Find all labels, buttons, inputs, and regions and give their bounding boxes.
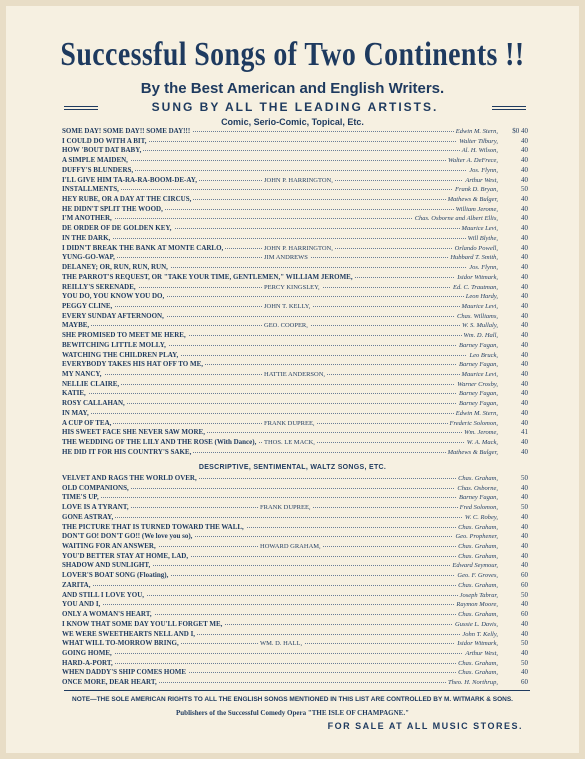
dot-leader [62, 393, 480, 394]
composer: Fred Solomon, [459, 504, 498, 512]
list-item [62, 341, 528, 351]
dot-leader [62, 384, 480, 385]
composer: Barney Fagan, [459, 341, 498, 349]
list-item [62, 649, 528, 659]
list-item [62, 503, 528, 513]
price: 40 [521, 447, 528, 456]
composer: Edwin M. Stern, [455, 128, 498, 135]
song-title: HARD-A-PORT, [62, 658, 113, 667]
composer: Gussie L. Davis, [455, 620, 498, 628]
price: 40 [521, 648, 528, 657]
dot-leader [62, 413, 480, 414]
price: 50 [521, 658, 528, 667]
composer: Chas. Graham, [458, 659, 498, 667]
composer: Wm. D. Hall, [463, 332, 498, 340]
banner-rule-left [64, 106, 98, 110]
price: 40 [521, 512, 528, 521]
song-title: GONE ASTRAY, [62, 512, 114, 521]
composer: Orlando Powell, [454, 244, 498, 252]
price: 40 [521, 263, 528, 272]
list-item [62, 591, 528, 601]
lyricist: JOHN P. HARRINGTON, [264, 176, 333, 184]
composer: Isidor Witmark, [457, 640, 498, 648]
list-item [62, 127, 528, 137]
song-title: BEWITCHING LITTLE MOLLY, [62, 340, 166, 349]
song-title: WHAT WILL TO-MORROW BRING, [62, 639, 179, 648]
list-item [62, 370, 528, 380]
composer: Arthur West, [465, 649, 498, 657]
song-title: LOVER'S BOAT SONG (Floating), [62, 571, 169, 580]
composer: Maurice Levi, [461, 302, 498, 310]
for-sale-line: FOR SALE AT ALL MUSIC STORES. [327, 721, 523, 731]
price: 40 [521, 340, 528, 349]
song-title: IN THE DARK, [62, 233, 111, 242]
list-item [62, 146, 528, 156]
price: 40 [521, 253, 528, 262]
song-title: THE WEDDING OF THE LILY AND THE ROSE (With Dance), [62, 438, 257, 446]
composer: Barney Fagan, [459, 361, 498, 369]
composer: Frederic Solomon, [449, 419, 498, 427]
song-title: MAYBE, [62, 321, 90, 330]
song-title: EVERY SUNDAY AFTERNOON, [62, 311, 164, 320]
list-item [62, 484, 528, 494]
price: 40 [521, 195, 528, 204]
list-item [62, 542, 528, 552]
list-item [62, 428, 528, 438]
composer: Will Blythe, [467, 234, 498, 242]
price: 41 [521, 428, 528, 437]
lyricist: JIM ANDREWS [264, 254, 308, 262]
section-heading: DESCRIPTIVE, SENTIMENTAL, WALTZ SONGS, ETC. [198, 464, 387, 471]
list-item [62, 263, 528, 273]
price: 60 [521, 580, 528, 589]
song-title: YOU DO, YOU KNOW YOU DO, [62, 292, 165, 301]
composer: Chas. Graham, [458, 611, 498, 619]
list-item [62, 630, 528, 640]
list-item [62, 399, 528, 409]
composer: Isidor Witmark, [457, 273, 498, 281]
price: 40 [521, 292, 528, 301]
price: 40 [521, 243, 528, 252]
list-item [62, 302, 528, 312]
composer: Chas. Graham, [458, 475, 498, 482]
song-title: I KNOW THAT SOME DAY YOU'LL FORGET ME, [62, 619, 223, 628]
banner-rule-right [492, 106, 526, 110]
price: $0 40 [512, 127, 528, 135]
rights-note: NOTE—THE SOLE AMERICAN RIGHTS TO ALL THE ENGLISH SONGS MENTIONED IN THIS LIST ARE CONTROLLED BY M. WITMARK & SONS. [72, 696, 513, 703]
song-title: WHEN DADDY'S SHIP COMES HOME [62, 668, 187, 677]
price: 50 [521, 185, 528, 194]
song-title: OLD COMPANIONS, [62, 483, 129, 492]
price: 50 [521, 590, 528, 599]
list-item [62, 331, 528, 341]
list-item [62, 523, 528, 533]
lyricist: JOHN T. KELLY, [264, 302, 311, 310]
price: 40 [521, 542, 528, 551]
price: 40 [521, 379, 528, 388]
composer: Mathews & Bulger, [447, 196, 498, 204]
song-list-page [6, 6, 579, 753]
price: 40 [521, 408, 528, 417]
song-title: DON'T GO! DON'T GO!! (We love you so), [62, 532, 193, 541]
category-line: Comic, Serio-Comic, Topical, Etc. [221, 117, 364, 127]
list-item [62, 620, 528, 630]
price: 40 [521, 600, 528, 609]
list-item [62, 389, 528, 399]
lyricist: JOHN P. HARRINGTON, [264, 244, 333, 252]
list-item [62, 214, 528, 224]
composer: W. S. Mullaly, [461, 322, 498, 330]
list-item [62, 678, 528, 688]
price: 40 [521, 350, 528, 359]
song-title: ZARITA, [62, 580, 91, 589]
list-item [62, 513, 528, 523]
lyricist: FRANK DUPREE, [260, 504, 311, 512]
song-title: I'M ANOTHER, [62, 214, 112, 223]
price: 40 [521, 668, 528, 677]
list-item [62, 195, 528, 205]
price: 40 [521, 311, 528, 320]
composer: Joseph Tabrar, [459, 591, 498, 599]
composer: Leo Bruck, [469, 351, 498, 359]
composer: Chas. Williams, [457, 312, 498, 320]
price: 40 [521, 389, 528, 398]
list-item [62, 312, 528, 322]
list-item [62, 234, 528, 244]
song-title: HIS SWEET FACE SHE NEVER SAW MORE, [62, 428, 205, 437]
song-title: YOU AND I, [62, 600, 101, 609]
list-item [62, 137, 528, 147]
composer: Barney Fagan, [459, 390, 498, 398]
dot-leader [62, 653, 480, 654]
song-title: SOME DAY! SOME DAY!! SOME DAY!!! [62, 127, 191, 135]
price: 40 [521, 551, 528, 560]
price: 40 [521, 418, 528, 427]
comic-song-list [62, 127, 528, 457]
composer: Chas. Osborne, [457, 484, 498, 492]
song-title: THE PARROT'S REQUEST, OR "TAKE YOUR TIME, GENTLEMEN," WILLIAM JEROME, [62, 272, 353, 281]
song-title: AND STILL I LOVE YOU, [62, 590, 145, 599]
price: 60 [521, 571, 528, 580]
composer: Edwin M. Stern, [455, 409, 498, 417]
composer: Chas. Graham, [458, 669, 498, 677]
dot-leader [62, 663, 480, 664]
composer: Arthur West, [465, 176, 498, 184]
page-title: Successful Songs of Two Continents !! [60, 36, 525, 73]
price: 40 [521, 629, 528, 638]
song-title: ONLY A WOMAN'S HEART, [62, 610, 152, 619]
list-item [62, 205, 528, 215]
dot-leader [62, 604, 480, 605]
dot-leader [62, 189, 480, 190]
price: 50 [521, 503, 528, 512]
price: 40 [521, 321, 528, 330]
song-title: SHADOW AND SUNLIGHT, [62, 561, 151, 570]
price: 40 [521, 360, 528, 369]
song-title: DELANEY; OR, RUN, RUN, RUN, [62, 263, 168, 272]
footer-rule-top [64, 690, 530, 691]
composer: Chas. Graham, [458, 543, 498, 551]
song-title: A SIMPLE MAIDEN, [62, 156, 128, 165]
composer: Edward Seymour, [452, 562, 498, 570]
song-title: WE WERE SWEETHEARTS NELL AND I, [62, 629, 196, 638]
song-title: I COULD DO WITH A BIT, [62, 136, 147, 145]
list-item [62, 156, 528, 166]
price: 40 [521, 399, 528, 408]
list-item [62, 571, 528, 581]
dot-leader [62, 585, 480, 586]
composer: Geo. F. Groves, [457, 572, 498, 580]
price: 40 [521, 438, 528, 446]
list-item [62, 360, 528, 370]
composer: W. C. Robey, [464, 513, 498, 521]
composer: Leon Hardy, [465, 293, 498, 301]
song-title: I'LL GIVE HIM TA-RA-RA-BOOM-DE-AY, [62, 175, 197, 184]
lyricist: HATTIE ANDERSON, [264, 370, 326, 378]
composer: Al. H. Wilson, [461, 147, 498, 155]
list-item [62, 292, 528, 302]
song-title: IN MAY, [62, 408, 89, 417]
list-item [62, 273, 528, 283]
song-title: WAITING FOR AN ANSWER, [62, 542, 156, 551]
list-item [62, 639, 528, 649]
list-item [62, 351, 528, 361]
song-title: PEGGY CLINE, [62, 301, 113, 310]
composer: Theo. H. Northrup, [447, 679, 498, 687]
composer: Jos. Flynn, [469, 166, 498, 174]
list-item [62, 176, 528, 186]
price: 50 [521, 474, 528, 482]
lyricist: GEO. COOPER, [264, 322, 308, 330]
price: 40 [521, 204, 528, 213]
song-title: THE PICTURE THAT IS TURNED TOWARD THE WALL, [62, 522, 244, 531]
price: 40 [521, 369, 528, 378]
composer: Maurice Levi, [461, 370, 498, 378]
song-title: WATCHING THE CHILDREN PLAY, [62, 350, 179, 359]
dot-leader [62, 517, 480, 518]
list-item [62, 552, 528, 562]
song-title: HEY RUBE, OR A DAY AT THE CIRCUS, [62, 195, 192, 204]
song-title: HE DIDN'T SPLIT THE WOOD, [62, 204, 163, 213]
price: 60 [521, 610, 528, 619]
song-title: DE ORDER OF DE GOLDEN KEY, [62, 224, 172, 233]
page-subtitle: By the Best American and English Writers. [140, 80, 445, 97]
price: 40 [521, 483, 528, 492]
price: 40 [521, 165, 528, 174]
song-title: ONCE MORE, DEAR HEART, [62, 678, 157, 687]
publishers-line: Publishers of the Successful Comedy Opera "THE ISLE OF CHAMPAGNE." [176, 709, 409, 717]
composer: Ed. C. Trautman, [453, 283, 498, 291]
song-title: DUFFY'S BLUNDERS, [62, 165, 134, 174]
list-item [62, 244, 528, 254]
song-title: EVERYBODY TAKES HIS HAT OFF TO ME, [62, 360, 204, 369]
song-title: REILLY'S SERENADE, [62, 282, 136, 291]
list-item [62, 668, 528, 678]
price: 40 [521, 233, 528, 242]
list-item [62, 448, 528, 458]
price: 40 [521, 282, 528, 291]
song-title: KATIE, [62, 389, 86, 398]
composer: Jos. Flynn, [469, 264, 498, 272]
composer: Raymon Moore, [456, 601, 498, 609]
price: 40 [521, 331, 528, 340]
price: 40 [521, 224, 528, 233]
composer: John T. Kelly, [462, 630, 498, 638]
composer: Barney Fagan, [459, 494, 498, 502]
song-title: MY NANCY, [62, 369, 102, 378]
list-item [62, 581, 528, 591]
list-item [62, 438, 528, 448]
list-item [62, 224, 528, 234]
list-item [62, 493, 528, 503]
price: 50 [521, 639, 528, 648]
composer: W. A. Mack, [466, 439, 498, 446]
song-title: INSTALLMENTS, [62, 185, 119, 194]
price: 40 [521, 136, 528, 145]
composer: Chas. Graham, [458, 581, 498, 589]
price: 60 [521, 678, 528, 687]
lyricist: WM. D. HALL, [260, 640, 303, 648]
song-title: YOU'D BETTER STAY AT HOME, LAD, [62, 551, 189, 560]
dot-leader [62, 238, 480, 239]
lyricist: HOWARD GRAHAM, [260, 543, 321, 551]
composer: Frank D. Bryan, [455, 186, 498, 194]
sung-by-text: SUNG BY ALL THE LEADING ARTISTS. [151, 100, 439, 114]
composer: Mathews & Bulger, [447, 448, 498, 456]
composer: Hubbard T. Smith, [450, 254, 498, 262]
composer: Wm. Jerome, [464, 429, 498, 437]
price: 40 [521, 493, 528, 502]
list-item [62, 561, 528, 571]
song-title: SHE PROMISED TO MEET ME HERE, [62, 331, 186, 340]
song-title: HOW 'BOUT DAT BABY, [62, 146, 142, 155]
list-item [62, 600, 528, 610]
list-item [62, 283, 528, 293]
song-title: TIME'S UP, [62, 493, 99, 502]
composer: Warner Crosby, [457, 380, 498, 388]
song-title: GOING HOME, [62, 648, 112, 657]
song-title: VELVET AND RAGS THE WORLD OVER, [62, 474, 197, 482]
composer: Walter A. DeFrece, [448, 157, 498, 165]
list-item [62, 185, 528, 195]
composer: William Jerome, [455, 205, 498, 213]
song-title: A CUP OF TEA, [62, 418, 112, 427]
composer: Maurice Levi, [461, 225, 498, 233]
composer: Walter Tilbury, [459, 137, 498, 145]
lyricist: THOS. LE MACK, [264, 439, 315, 446]
lyricist: FRANK DUPREE, [264, 419, 315, 427]
price: 40 [521, 532, 528, 541]
sentimental-song-list [62, 474, 528, 688]
song-title: HE DID IT FOR HIS COUNTRY'S SAKE, [62, 447, 192, 456]
song-title: ROSY CALLAHAN, [62, 399, 125, 408]
list-item [62, 409, 528, 419]
composer: Chas. Osborne and Albert Ellis, [414, 215, 498, 223]
price: 40 [521, 619, 528, 628]
price: 40 [521, 272, 528, 281]
song-title: NELLIE CLAIRE, [62, 379, 120, 388]
song-title: I DIDN'T BREAK THE BANK AT MONTE CARLO, [62, 243, 224, 252]
list-item [62, 380, 528, 390]
list-item [62, 532, 528, 542]
price: 40 [521, 175, 528, 184]
price: 40 [521, 301, 528, 310]
price: 40 [521, 214, 528, 223]
list-item [62, 659, 528, 669]
lyricist: PERCY KINGSLEY, [264, 283, 320, 291]
price: 40 [521, 156, 528, 165]
price: 40 [521, 561, 528, 570]
composer: Barney Fagan, [459, 400, 498, 408]
song-title: YUNG-GO-WAP, [62, 253, 115, 262]
list-item [62, 166, 528, 176]
composer: Geo. Prophener, [455, 533, 498, 541]
list-item [62, 474, 528, 484]
composer: Chas. Graham, [458, 523, 498, 531]
sung-by-banner [64, 100, 526, 116]
list-item [62, 610, 528, 620]
price: 40 [521, 146, 528, 155]
song-title: LOVE IS A TYRANT, [62, 503, 129, 512]
composer: Chas. Graham, [458, 552, 498, 560]
list-item [62, 419, 528, 429]
list-item [62, 321, 528, 331]
price: 40 [521, 522, 528, 531]
list-item [62, 253, 528, 263]
dot-leader [62, 497, 480, 498]
